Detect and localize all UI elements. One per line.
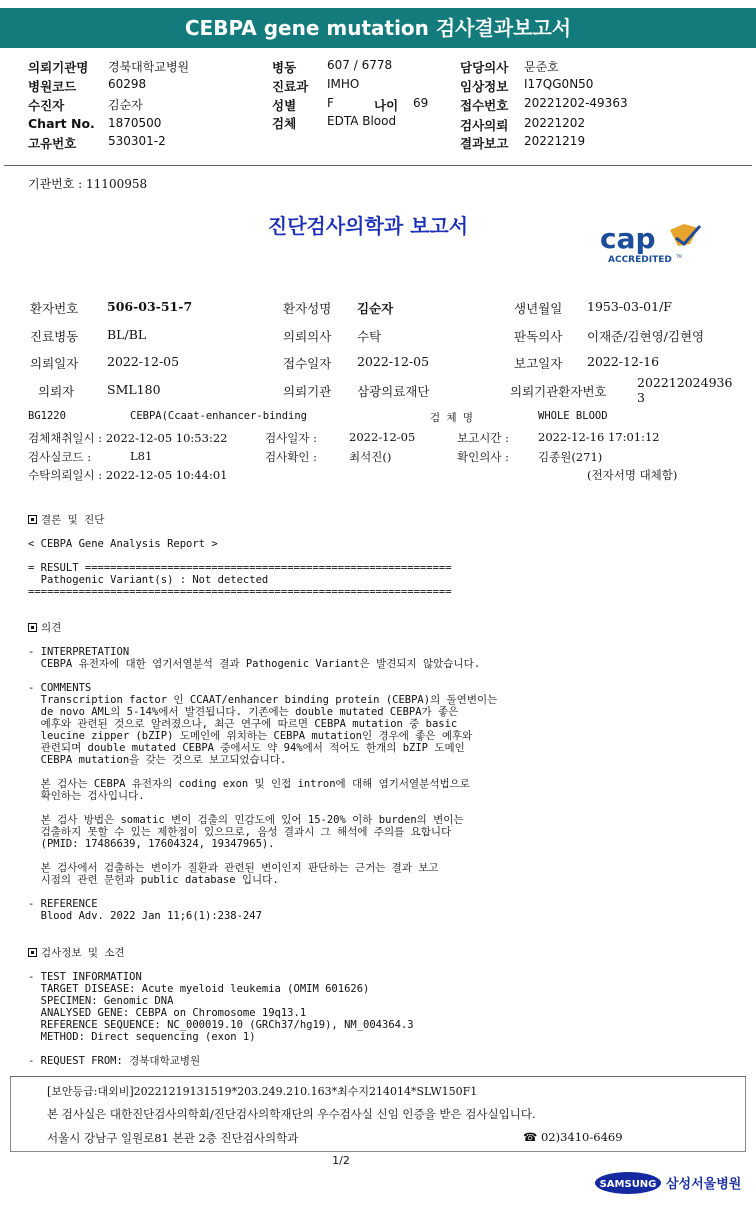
samsung-hospital-logo	[594, 1168, 744, 1198]
specimen-name-value: WHOLE BLOOD	[538, 410, 608, 422]
section-bullet-icon	[28, 623, 37, 632]
label-unique-no: 고유번호	[28, 136, 77, 151]
test-verify-label: 검사확인 :	[265, 450, 317, 464]
request-date-label: 의뢰일자	[30, 356, 79, 371]
value-test-request: 20221202	[524, 116, 586, 130]
requester-value: SML180	[107, 382, 161, 397]
request-date-value: 2022-12-05	[107, 354, 180, 369]
label-patient: 수진자	[28, 98, 65, 113]
result-section-title: 결론 및 진단	[41, 514, 105, 526]
department-report-title: 진단검사의학과 보고서	[267, 214, 469, 238]
institution-patient-no-value-cont: 3	[637, 390, 645, 405]
cap-tm-text: TM	[676, 254, 682, 259]
patient-no-value: 506-03-51-7	[107, 299, 193, 314]
report-date-value: 2022-12-16	[587, 354, 660, 369]
certification-note: 본 검사실은 대한진단검사의학회/진단검사의학재단의 우수검사실 신임 인증을 받은 검사실입니다.	[47, 1107, 536, 1121]
value-department: IMHO	[327, 77, 360, 91]
security-line: [보안등급:대외비]20221219131519*203.249.210.163*최수지214014*SLW150F1	[47, 1085, 478, 1098]
report-time-label: 보고시간 :	[457, 431, 509, 445]
opinion-body: - INTERPRETATION CEBPA 유전자에 대한 염기서열분석 결과 Pathogenic Variant은 발견되지 않았습니다. - COMMENTS Transcription factor 인 CCAAT/enhancer binding protein (CEBPA)의 돌연변이는 de novo AML의 5-14%에서 발견됩니다. 기존에는 double mutated CEBPA가 좋은 예후와 관련된 것으로 알려졌으나, 최근 연구에 따르면 CEBPA mutation 중 basic leucine zipper (bZIP) 도메인에 위치하는 CEBPA mutation인 경우에 좋은 예후와 관련되며 double mutated CEBPA 중에서도 약 94%에서 적어도 한개의 bZIP 도메인 CEBPA mutation을 갖는 것으로 보고되었습니다. 본 검사는 CEBPA 유전자의 coding exon 및 인접 intron에 대해 염기서열분석법으로 확인하는 검사입니다. 본 검사 방법은 somatic 변이 검출의 민감도에 있어 15-20% 이하 burden의 변이는 검출하지 못할 수 있는 제한점이 있으므로, 음성 결과시 그 해석에 주의를 요합니다 (PMID: 17486639, 17604324, 19347965). 본 검사에서 검출하는 변이가 질환과 관련된 변이인지 판단하는 근거는 결과 보고 시점의 관련 문헌과 public database 입니다. - REFERENCE Blood Adv. 2022 Jan 11;6(1):238-247	[28, 646, 498, 922]
info-body: - TEST INFORMATION TARGET DISEASE: Acute myeloid leukemia (OMIM 601626) SPECIMEN: Genomic DNA ANALYSED GENE: CEBPA on Chromosome 19q13.1 REFERENCE SEQUENCE: NC_000019.10 (GRCh37/hg19), NM_004364.3 METHOD: Direct sequencing (exon 1) - REQUEST FROM: 경북대학교병원	[28, 971, 414, 1067]
requesting-doctor-value: 수탁	[357, 329, 382, 344]
ward-label: 진료병동	[30, 329, 79, 344]
label-clinical-info: 임상정보	[460, 79, 509, 94]
value-ward: 607 / 6778	[327, 58, 393, 72]
consignment-datetime: 수탁의뢰일시 : 2022-12-05 10:44:01	[28, 468, 228, 482]
samsung-hospital-text: 삼성서울병원	[666, 1177, 742, 1192]
label-department: 진료과	[272, 79, 309, 94]
label-chart-no: Chart No.	[28, 116, 95, 131]
label-test-request: 검사의뢰	[460, 118, 509, 133]
receipt-date-value: 2022-12-05	[357, 354, 430, 369]
report-time-value: 2022-12-16 17:01:12	[538, 430, 660, 444]
address: 서울시 강남구 일원로81 본관 2층 진단검사의학과	[47, 1131, 299, 1145]
value-specimen: EDTA Blood	[327, 114, 397, 128]
label-sex: 성별	[272, 98, 297, 113]
esign-note: (전자서명 대체함)	[587, 468, 678, 482]
patient-name-label: 환자성명	[283, 301, 332, 316]
value-hospital-code: 60298	[108, 77, 147, 91]
value-sex: F	[327, 96, 334, 110]
header-divider	[4, 165, 752, 166]
page-number: 1/2	[332, 1154, 350, 1167]
patient-no-label: 환자번호	[30, 301, 79, 316]
confirm-doctor-label: 확인의사 :	[457, 450, 509, 464]
institution-patient-no-value: 202212024936	[637, 375, 733, 390]
section-bullet-icon	[28, 948, 37, 957]
value-result-report: 20221219	[524, 134, 586, 148]
samsung-brand-text: SAMSUNG	[599, 1179, 657, 1190]
opinion-section-title: 의견	[41, 622, 62, 634]
label-specimen: 검체	[272, 116, 297, 131]
reading-doctor-label: 판독의사	[514, 329, 563, 344]
value-unique-no: 530301-2	[108, 134, 166, 148]
test-verify-value: 최석진()	[349, 450, 392, 464]
cap-accredited-text: ACCREDITED	[608, 255, 672, 265]
birthdate-label: 생년월일	[514, 301, 563, 316]
footer-box	[10, 1076, 746, 1152]
label-receipt-no: 접수번호	[460, 98, 509, 113]
test-date-value: 2022-12-05	[349, 430, 416, 444]
info-section-header	[28, 947, 125, 959]
test-code: BG1220	[28, 410, 66, 422]
ward-value: BL/BL	[107, 327, 147, 342]
label-result-report: 결과보고	[460, 136, 509, 151]
phone: ☎ 02)3410-6469	[523, 1130, 623, 1144]
label-requesting-institution: 의뢰기관명	[28, 60, 89, 75]
label-age: 나이	[374, 98, 399, 113]
value-age: 69	[413, 96, 429, 110]
reading-doctor-value: 이재준/김현영/김현영	[587, 329, 705, 344]
value-attending-doctor: 문준호	[524, 60, 559, 74]
receipt-date-label: 접수일자	[283, 356, 332, 371]
specimen-name-label: 검 체 명	[430, 412, 474, 424]
result-section-header	[28, 514, 104, 526]
value-chart-no: 1870500	[108, 116, 162, 130]
requesting-doctor-label: 의뢰의사	[283, 329, 332, 344]
test-date-label: 검사일자 :	[265, 431, 317, 445]
cap-accredited-logo	[598, 220, 708, 268]
header-info	[0, 52, 756, 150]
value-requesting-institution: 경북대학교병원	[108, 60, 190, 74]
opinion-section-header	[28, 622, 61, 634]
value-patient: 김순자	[108, 98, 143, 112]
requesting-institution-value: 삼광의료재단	[357, 384, 430, 399]
label-hospital-code: 병원코드	[28, 79, 77, 94]
value-clinical-info: I17QG0N50	[524, 77, 594, 91]
label-attending-doctor: 담당의사	[460, 60, 509, 75]
birthdate-value: 1953-03-01/F	[587, 299, 672, 314]
value-receipt-no: 20221202-49363	[524, 96, 628, 110]
cap-logo-text: cap	[600, 222, 656, 255]
result-body: < CEBPA Gene Analysis Report > = RESULT ========================================================== Pathogenic Variant(s) : Not detected ===================================================================	[28, 538, 452, 598]
collection-datetime: 검체채취일시 : 2022-12-05 10:53:22	[28, 431, 228, 445]
label-ward: 병동	[272, 60, 297, 75]
requesting-institution-label: 의뢰기관	[283, 384, 332, 399]
lab-code-value: L81	[130, 449, 153, 463]
section-bullet-icon	[28, 515, 37, 524]
patient-name-value: 김순자	[357, 301, 394, 316]
report-date-label: 보고일자	[514, 356, 563, 371]
confirm-doctor-value: 김종원(271)	[538, 450, 603, 464]
lab-code-label: 검사실코드 :	[28, 450, 92, 464]
report-title-banner: CEBPA gene mutation 검사결과보고서	[0, 8, 756, 48]
info-section-title: 검사정보 및 소견	[41, 947, 125, 959]
institution-number: 기관번호 : 11100958	[28, 177, 148, 191]
institution-patient-no-label: 의뢰기관환자번호	[510, 384, 607, 399]
test-name: CEBPA(Ccaat-enhancer-binding	[130, 410, 308, 422]
requester-label: 의뢰자	[38, 384, 75, 399]
